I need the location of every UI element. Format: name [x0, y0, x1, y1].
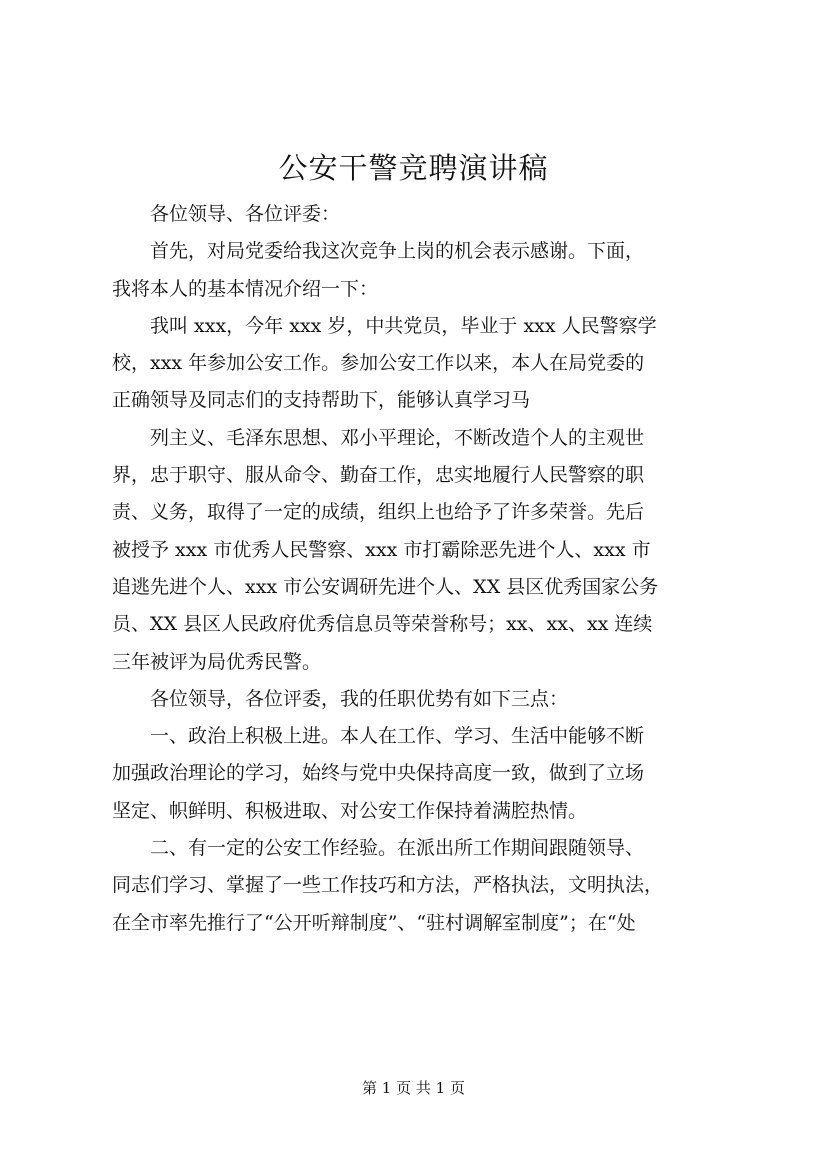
text-line: 同志们学习、掌握了一些工作技巧和方法，严格执法，文明执法，	[112, 874, 664, 897]
text-line: 二、有一定的公安工作经验。在派出所工作期间跟随领导、	[150, 837, 645, 860]
text-line: 被授予 xxx 市优秀人民警察、xxx 市打霸除恶先进个人、xxx 市	[112, 538, 651, 561]
text-line: 我叫 xxx，今年 xxx 岁，中共党员，毕业于 xxx 人民警察学	[150, 314, 657, 337]
text-line: 在全市率先推行了“公开听辩制度”、“驻村调解室制度”；在“处	[112, 911, 636, 934]
text-line: 追逃先进个人、xxx 市公安调研先进个人、XX 县区优秀国家公务	[112, 575, 659, 598]
text-line: 校，xxx 年参加公安工作。参加公安工作以来，本人在局党委的	[112, 352, 645, 375]
paragraph-background	[112, 308, 740, 420]
text-line: 三年被评为局优秀民警。	[112, 650, 322, 673]
paragraph-advantages-intro	[112, 681, 740, 718]
document-body	[112, 196, 740, 942]
text-line: 首先，对局党委给我这次竞争上岗的机会表示感谢。下面，	[150, 240, 645, 263]
text-line: 我将本人的基本情况介绍一下：	[112, 277, 379, 300]
paragraph-advantage-one	[112, 718, 740, 830]
document-title: 公安干警竞聘演讲稿	[278, 151, 549, 185]
text-line: 一、政治上积极上进。本人在工作、学习、生活中能够不断	[150, 725, 645, 748]
paragraph-advantage-two	[112, 830, 740, 942]
text-line: 列主义、毛泽东思想、邓小平理论，不断改造个人的主观世	[150, 426, 645, 449]
text-line: 界，忠于职守、服从命令、勤奋工作，忠实地履行人民警察的职	[112, 464, 645, 487]
paragraph-greeting	[112, 196, 740, 233]
paragraph-honors	[112, 420, 740, 681]
paragraph-intro	[112, 233, 740, 308]
text-line: 加强政治理论的学习，始终与党中央保持高度一致，做到了立场	[112, 762, 645, 785]
text-line: 员、XX 县区人民政府优秀信息员等荣誉称号；xx、xx、xx 连续	[112, 613, 653, 636]
text-line: 各位领导，各位评委，我的任职优势有如下三点：	[150, 687, 569, 710]
text-line: 责、义务，取得了一定的成绩，组织上也给予了许多荣誉。先后	[112, 501, 645, 524]
text-line: 各位领导、各位评委：	[150, 203, 341, 225]
text-line: 正确领导及同志们的支持帮助下，能够认真学习马	[112, 389, 531, 412]
page-footer: 第 1 页 共 1 页	[362, 1079, 465, 1097]
text-line: 坚定、帜鲜明、积极进取、对公安工作保持着满腔热情。	[112, 799, 588, 822]
